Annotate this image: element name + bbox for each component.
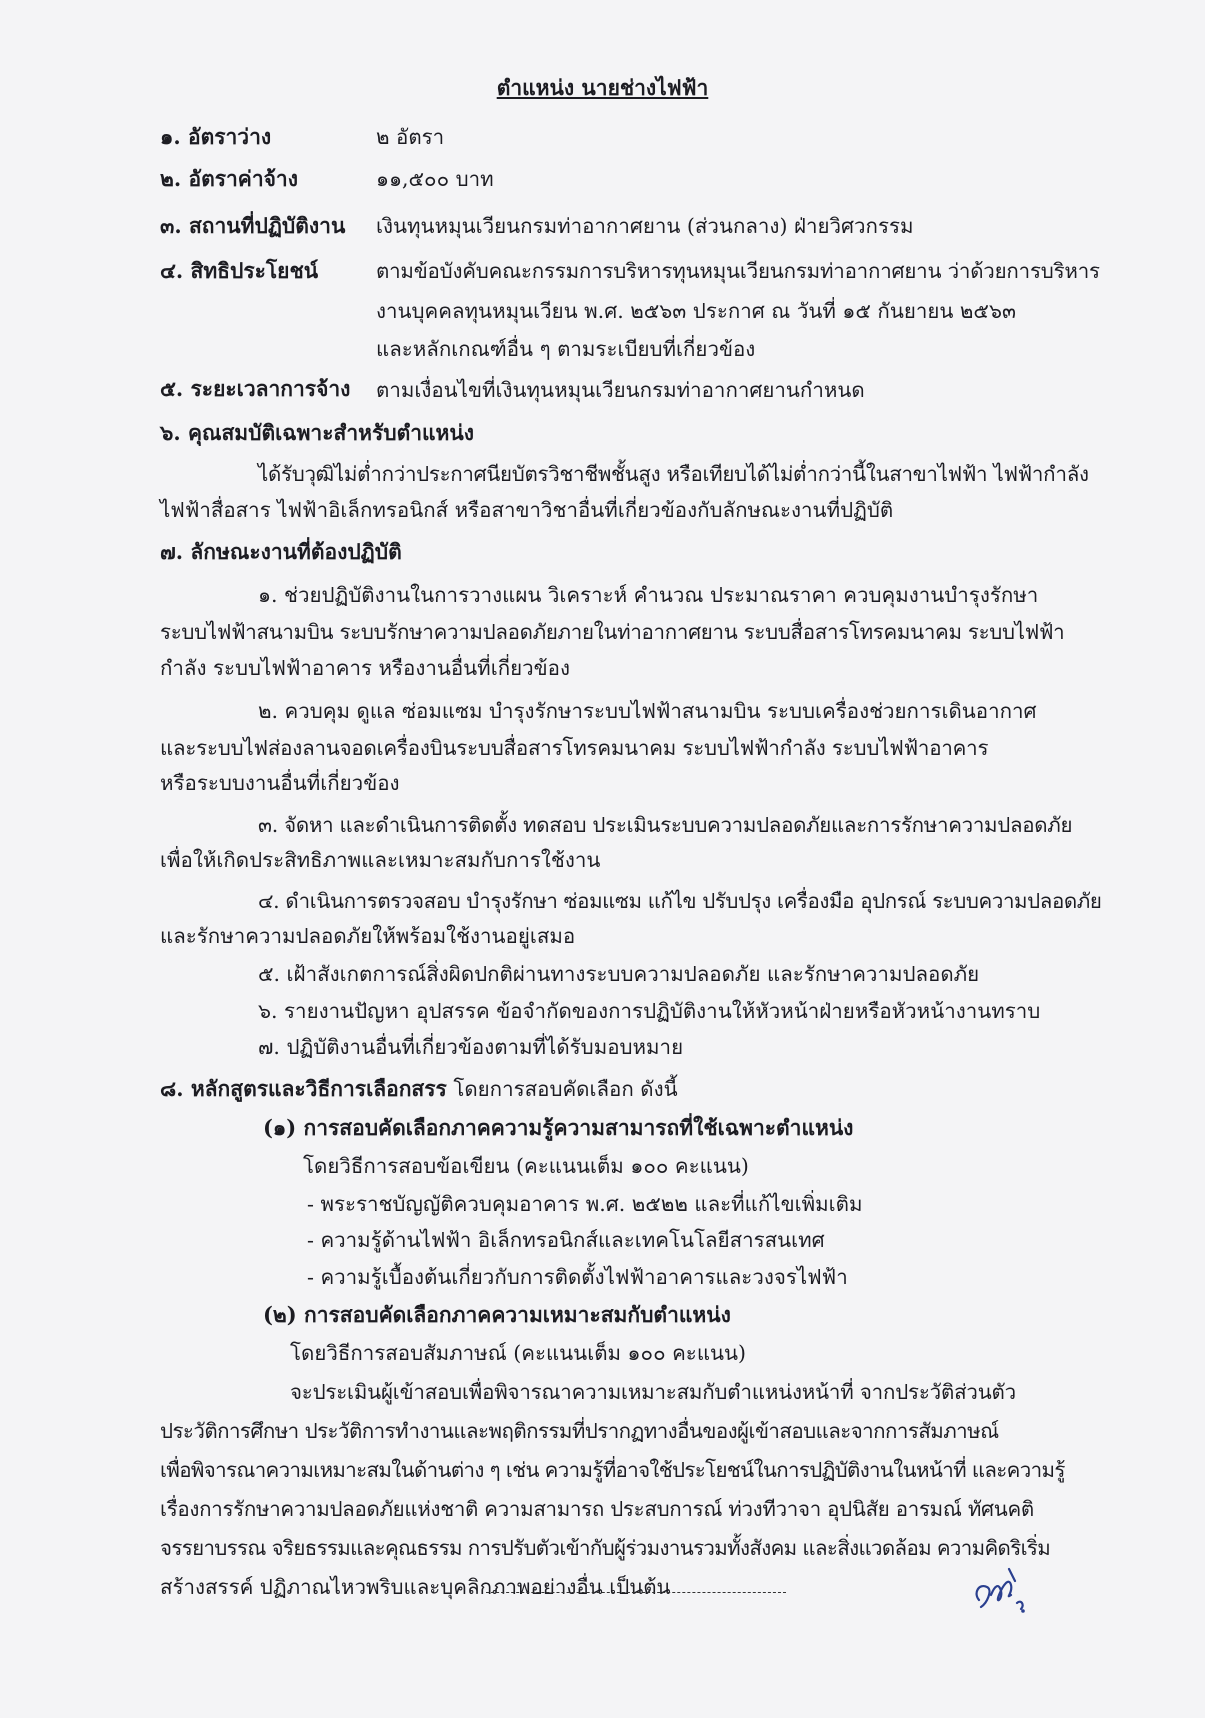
end-separator bbox=[486, 1592, 786, 1593]
paragraph-line: ๕. เฝ้าสังเกตการณ์สิ่งผิดปกติผ่านทางระบบความปลอดภัย และรักษาความปลอดภัย bbox=[258, 962, 980, 986]
item-value: ๒ อัตรา bbox=[376, 125, 445, 149]
item-label: ๒. อัตราค่าจ้าง bbox=[160, 166, 298, 191]
paragraph-line: ๖. รายงานปัญหา อุปสรรค ข้อจำกัดของการปฏิบัติงานให้หัวหน้าฝ่ายหรือหัวหน้างานทราบ bbox=[258, 999, 1041, 1023]
paragraph-line: เรื่องการรักษาความปลอดภัยแห่งชาติ ความสามารถ ประสบการณ์ ท่วงทีวาจา อุปนิสัย อารมณ์ ทัศนคติ bbox=[160, 1497, 1034, 1521]
item-value-line: งานบุคคลทุนหมุนเวียน พ.ศ. ๒๕๖๓ ประกาศ ณ วันที่ ๑๕ กันยายน ๒๕๖๓ bbox=[376, 299, 1016, 323]
list-item: - ความรู้ด้านไฟฟ้า อิเล็กทรอนิกส์และเทคโนโลยีสารสนเทศ bbox=[307, 1228, 825, 1252]
item-label: ๓. สถานที่ปฏิบัติงาน bbox=[160, 213, 346, 238]
paragraph-line: โดยวิธีการสอบข้อเขียน (คะแนนเต็ม ๑๐๐ คะแนน) bbox=[303, 1154, 749, 1178]
paragraph-line: และรักษาความปลอดภัยให้พร้อมใช้งานอยู่เสมอ bbox=[160, 924, 576, 948]
paragraph-line: ได้รับวุฒิไม่ต่ำกว่าประกาศนียบัตรวิชาชีพชั้นสูง หรือเทียบได้ไม่ต่ำกว่านี้ในสาขาไฟฟ้า ไฟฟ้ากำลัง bbox=[258, 462, 1089, 486]
item-value: เงินทุนหมุนเวียนกรมท่าอากาศยาน (ส่วนกลาง) ฝ่ายวิศวกรรม bbox=[376, 214, 914, 238]
section-heading: ๗. ลักษณะงานที่ต้องปฏิบัติ bbox=[160, 539, 402, 564]
paragraph-line: เพื่อให้เกิดประสิทธิภาพและเหมาะสมกับการใช้งาน bbox=[160, 848, 601, 872]
page-title: ตำแหน่ง นายช่างไฟฟ้า bbox=[496, 75, 709, 100]
item-value: ๑๑,๕๐๐ บาท bbox=[376, 167, 494, 191]
paragraph-line: กำลัง ระบบไฟฟ้าอาคาร หรืองานอื่นที่เกี่ยวข้อง bbox=[160, 656, 570, 680]
paragraph-line: ๔. ดำเนินการตรวจสอบ บำรุงรักษา ซ่อมแซม แก้ไข ปรับปรุง เครื่องมือ อุปกรณ์ ระบบความปลอดภัย bbox=[258, 889, 1102, 913]
paragraph-line: สร้างสรรค์ ปฏิภาณไหวพริบและบุคลิกภาพอย่างอื่น เป็นต้น bbox=[160, 1575, 671, 1599]
list-item: - ความรู้เบื้องต้นเกี่ยวกับการติดตั้งไฟฟ้าอาคารและวงจรไฟฟ้า bbox=[307, 1265, 848, 1289]
list-item: - พระราชบัญญัติควบคุมอาคาร พ.ศ. ๒๕๒๒ และที่แก้ไขเพิ่มเติม bbox=[307, 1192, 863, 1216]
subsection-heading: (๒) การสอบคัดเลือกภาคความเหมาะสมกับตำแหน่ง bbox=[263, 1302, 731, 1327]
paragraph-line: หรือระบบงานอื่นที่เกี่ยวข้อง bbox=[160, 771, 400, 795]
paragraph-line: ไฟฟ้าสื่อสาร ไฟฟ้าอิเล็กทรอนิกส์ หรือสาขาวิชาอื่นที่เกี่ยวข้องกับลักษณะงานที่ปฏิบัติ bbox=[160, 498, 894, 522]
section-heading-rest: โดยการสอบคัดเลือก ดังนี้ bbox=[453, 1077, 678, 1101]
item-label: ๕. ระยะเวลาการจ้าง bbox=[160, 376, 351, 401]
paragraph-line: ๒. ควบคุม ดูแล ซ่อมแซม บำรุงรักษาระบบไฟฟ้าสนามบิน ระบบเครื่องช่วยการเดินอากาศ bbox=[258, 699, 1037, 723]
paragraph-line: ๓. จัดหา และดำเนินการติดตั้ง ทดสอบ ประเมินระบบความปลอดภัยและการรักษาความปลอดภัย bbox=[258, 813, 1073, 837]
paragraph-line: ระบบไฟฟ้าสนามบิน ระบบรักษาความปลอดภัยภายในท่าอากาศยาน ระบบสื่อสารโทรคมนาคม ระบบไฟฟ้า bbox=[160, 620, 1065, 644]
paragraph-line: จะประเมินผู้เข้าสอบเพื่อพิจารณาความเหมาะสมกับตำแหน่งหน้าที่ จากประวัติส่วนตัว bbox=[290, 1380, 1016, 1404]
section-heading: ๘. หลักสูตรและวิธีการเลือกสรร bbox=[160, 1076, 447, 1101]
section-heading-row bbox=[160, 1076, 678, 1102]
section-heading: ๖. คุณสมบัติเฉพาะสำหรับตำแหน่ง bbox=[160, 420, 474, 445]
paragraph-line: ๑. ช่วยปฏิบัติงานในการวางแผน วิเคราะห์ คำนวณ ประมาณราคา ควบคุมงานบำรุงรักษา bbox=[258, 583, 1039, 607]
handwritten-signature bbox=[965, 1555, 1035, 1625]
paragraph-line: จรรยาบรรณ จริยธรรมและคุณธรรม การปรับตัวเข้ากับผู้ร่วมงานรวมทั้งสังคม และสิ่งแวดล้อม ความคิดริเริ่ม bbox=[160, 1536, 1051, 1560]
item-value-line: และหลักเกณฑ์อื่น ๆ ตามระเบียบที่เกี่ยวข้อง bbox=[376, 337, 756, 361]
item-label: ๑. อัตราว่าง bbox=[160, 124, 272, 149]
item-value-line: ตามข้อบังคับคณะกรรมการบริหารทุนหมุนเวียนกรมท่าอากาศยาน ว่าด้วยการบริหาร bbox=[376, 259, 1100, 283]
paragraph-line: เพื่อพิจารณาความเหมาะสมในด้านต่าง ๆ เช่น ความรู้ที่อาจใช้ประโยชน์ในการปฏิบัติงานในหน้าที่ และความรู้ bbox=[160, 1458, 1065, 1482]
paragraph-line: และระบบไฟส่องลานจอดเครื่องบินระบบสื่อสารโทรคมนาคม ระบบไฟฟ้ากำลัง ระบบไฟฟ้าอาคาร bbox=[160, 736, 989, 760]
paragraph-line: ๗. ปฏิบัติงานอื่นที่เกี่ยวข้องตามที่ได้รับมอบหมาย bbox=[258, 1035, 684, 1059]
item-label: ๔. สิทธิประโยชน์ bbox=[160, 258, 319, 283]
paragraph-line: โดยวิธีการสอบสัมภาษณ์ (คะแนนเต็ม ๑๐๐ คะแนน) bbox=[290, 1341, 747, 1365]
item-value: ตามเงื่อนไขที่เงินทุนหมุนเวียนกรมท่าอากาศยานกำหนด bbox=[376, 378, 865, 402]
subsection-heading: (๑) การสอบคัดเลือกภาคความรู้ความสามารถที่ใช้เฉพาะตำแหน่ง bbox=[263, 1115, 854, 1140]
paragraph-line: ประวัติการศึกษา ประวัติการทำงานและพฤติกรรมที่ปรากฏทางอื่นของผู้เข้าสอบและจากการสัมภาษณ์ bbox=[160, 1419, 999, 1443]
